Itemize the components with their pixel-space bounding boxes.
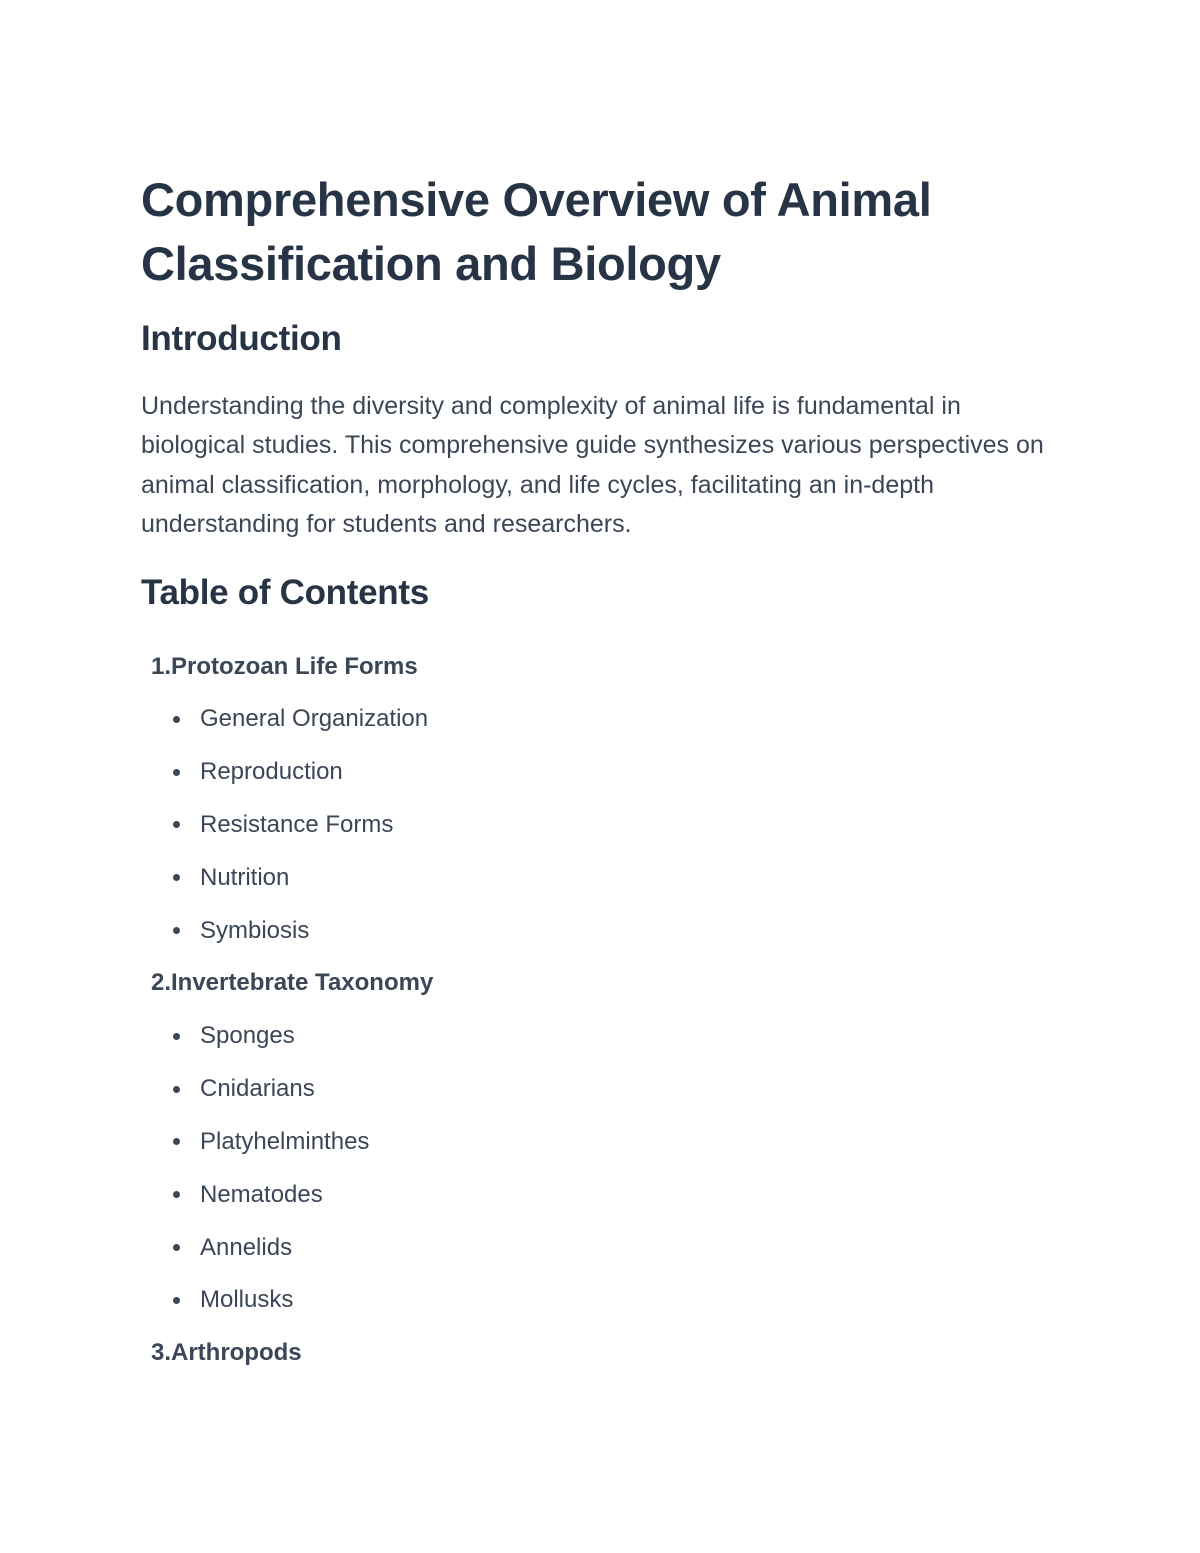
toc-sub-item-label: Nutrition <box>200 863 290 891</box>
bullet-icon <box>173 716 180 723</box>
document-title: Comprehensive Overview of Animal Classification and Biology <box>141 173 932 290</box>
bullet-icon <box>173 1086 180 1093</box>
toc-sub-item-label: General Organization <box>200 705 429 733</box>
toc-sub-item <box>141 693 1041 746</box>
bullet-icon <box>173 1244 180 1251</box>
toc-section-number: 3. <box>150 1339 171 1367</box>
toc-sub-item-label: Nematodes <box>200 1180 323 1208</box>
toc-sub-item <box>141 1221 1041 1274</box>
toc-sub-item <box>141 1010 1041 1063</box>
toc-sub-item <box>141 799 1041 852</box>
toc-sub-item <box>141 1063 1041 1116</box>
bullet-icon <box>173 769 180 776</box>
toc-sub-item-label: Platyhelminthes <box>200 1127 370 1155</box>
toc-section-label: Protozoan Life Forms <box>171 652 418 680</box>
bullet-icon <box>173 1191 180 1198</box>
toc-sub-item <box>141 1168 1041 1221</box>
table-of-contents-list <box>141 640 1041 1380</box>
toc-sub-list <box>141 1010 1041 1327</box>
introduction-heading: Introduction <box>141 319 342 358</box>
toc-sub-item-label: Mollusks <box>200 1286 294 1314</box>
toc-sub-item-label: Sponges <box>200 1022 295 1050</box>
toc-section-title <box>141 957 1041 1010</box>
toc-section-arthropods <box>141 1327 1041 1380</box>
toc-sub-item-label: Symbiosis <box>200 916 310 944</box>
toc-sub-item <box>141 746 1041 799</box>
bullet-icon <box>173 1138 180 1145</box>
toc-section-number: 1. <box>150 652 171 680</box>
toc-section-label: Invertebrate Taxonomy <box>171 969 434 997</box>
bullet-icon <box>173 1033 180 1040</box>
toc-section-number: 2. <box>150 969 171 997</box>
toc-sub-item <box>141 904 1041 957</box>
bullet-icon <box>173 874 180 881</box>
toc-sub-item <box>141 851 1041 904</box>
bullet-icon <box>173 927 180 934</box>
toc-sub-item-label: Resistance Forms <box>200 810 394 838</box>
toc-sub-item <box>141 1274 1041 1327</box>
toc-sub-item <box>141 1116 1041 1169</box>
toc-section-title <box>141 1327 1041 1380</box>
table-of-contents-heading: Table of Contents <box>141 573 429 612</box>
toc-sub-list <box>141 693 1041 957</box>
toc-section-invertebrate <box>141 957 1041 1327</box>
toc-section-label: Arthropods <box>171 1339 302 1367</box>
toc-section-protozoan <box>141 640 1041 957</box>
toc-sub-item-label: Cnidarians <box>200 1075 315 1103</box>
bullet-icon <box>173 821 180 828</box>
toc-section-title <box>141 640 1041 693</box>
bullet-icon <box>173 1297 180 1304</box>
toc-sub-item-label: Reproduction <box>200 758 343 786</box>
introduction-paragraph: Understanding the diversity and complexity of animal life is fundamental in biological studies. This comprehensive guide synthesizes various perspectives on animal classification, morphology, and life cycles, facilitating an in-depth understanding for students and researchers. <box>141 392 1044 538</box>
toc-sub-item-label: Annelids <box>200 1233 293 1261</box>
